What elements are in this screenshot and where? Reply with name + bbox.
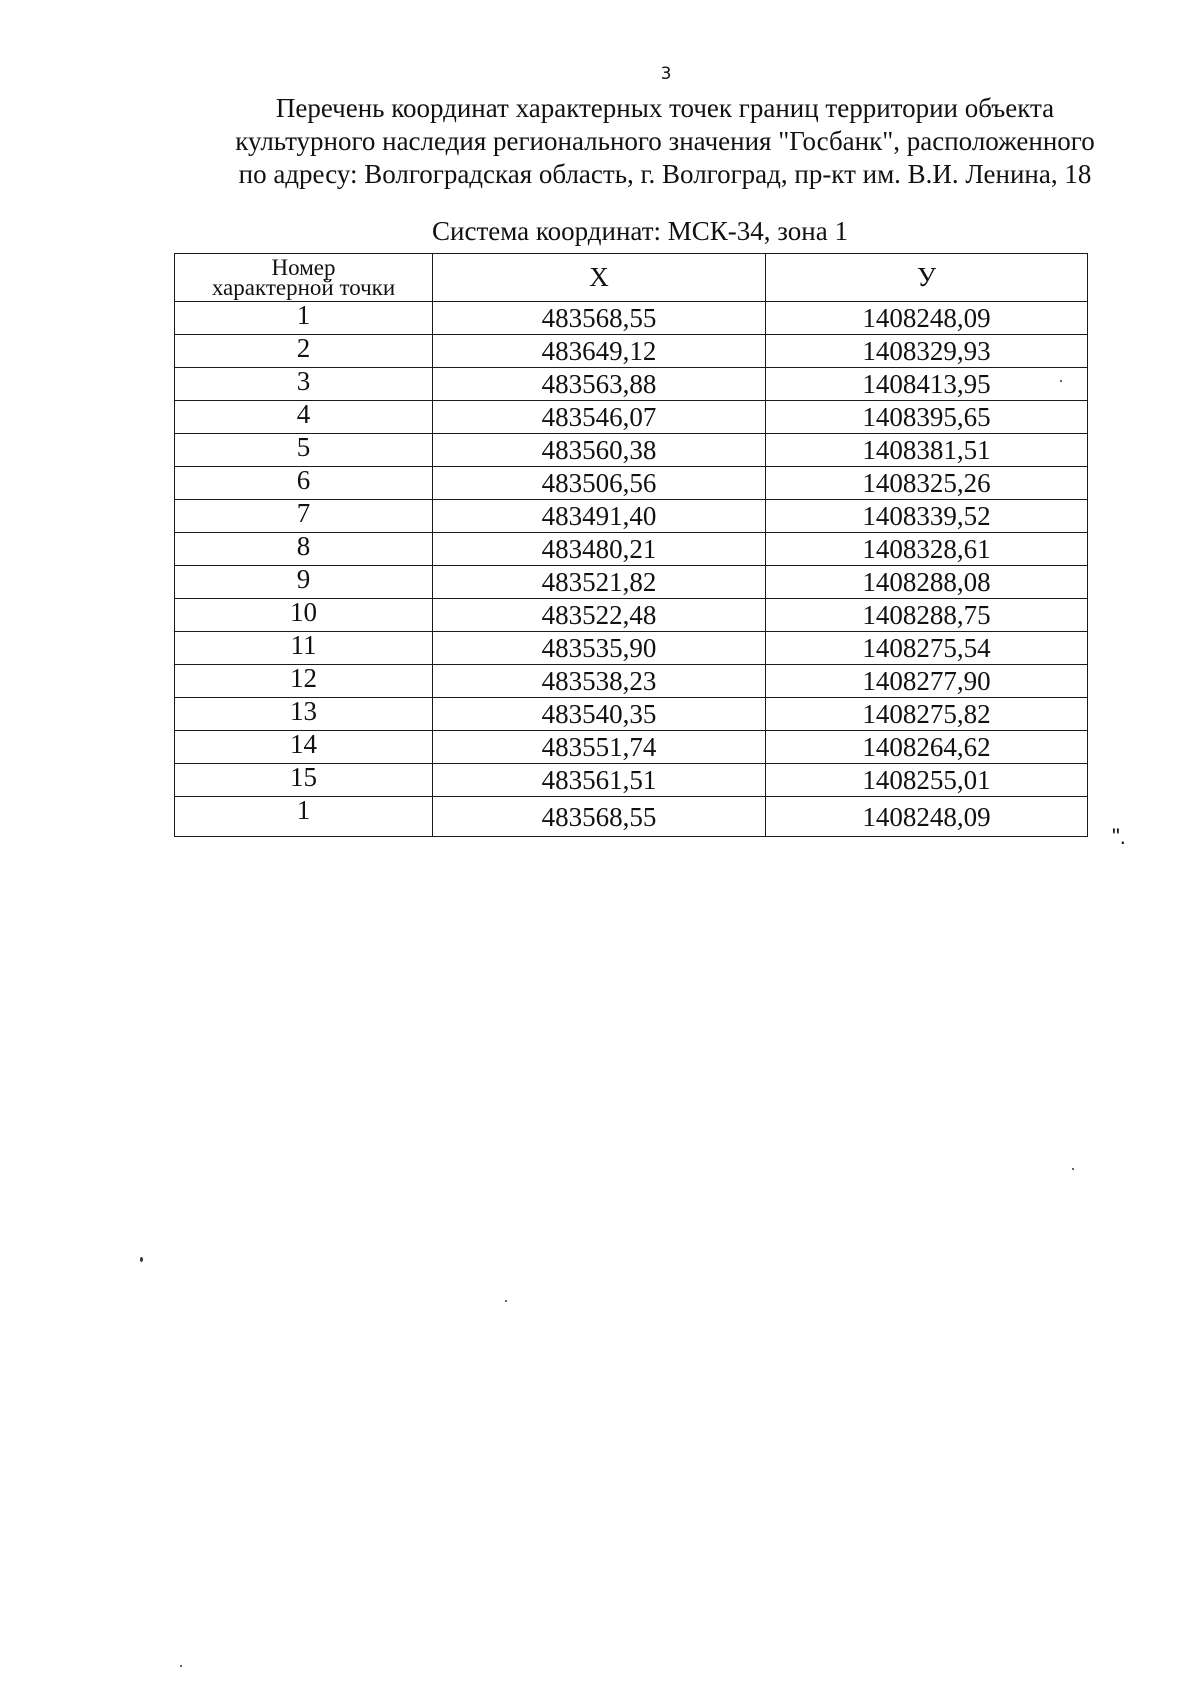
x-coordinate-cell: 483538,23 <box>433 665 766 698</box>
document-heading <box>175 92 1155 191</box>
x-coordinate-cell: 483540,35 <box>433 698 766 731</box>
x-coordinate-cell: 483563,88 <box>433 368 766 401</box>
table-row <box>175 698 1088 731</box>
table-row <box>175 566 1088 599</box>
x-coordinate-cell: 483551,74 <box>433 731 766 764</box>
y-coordinate-cell: 1408248,09 <box>766 797 1088 837</box>
point-number-cell: 6 <box>175 467 433 500</box>
point-number-cell: 8 <box>175 533 433 566</box>
y-coordinate-cell: 1408275,82 <box>766 698 1088 731</box>
point-number-cell: 9 <box>175 566 433 599</box>
y-coordinate-cell: 1408329,93 <box>766 335 1088 368</box>
table-row <box>175 797 1088 837</box>
point-number-cell: 7 <box>175 500 433 533</box>
table-row <box>175 368 1088 401</box>
y-coordinate-cell: 1408328,61 <box>766 533 1088 566</box>
x-coordinate-cell: 483649,12 <box>433 335 766 368</box>
y-coordinate-cell: 1408325,26 <box>766 467 1088 500</box>
point-number-cell: 14 <box>175 731 433 764</box>
scan-speck <box>505 1300 507 1302</box>
coordinate-system-caption: Система координат: МСК-34, зона 1 <box>432 216 848 246</box>
point-number-cell: 4 <box>175 401 433 434</box>
x-coordinate-cell: 483546,07 <box>433 401 766 434</box>
y-coordinate-cell: 1408413,95 <box>766 368 1088 401</box>
table-row <box>175 500 1088 533</box>
header-point-number <box>175 254 433 302</box>
y-coordinate-cell: 1408288,75 <box>766 599 1088 632</box>
x-coordinate-cell: 483535,90 <box>433 632 766 665</box>
scan-speck <box>140 1257 143 1262</box>
table-header-row <box>175 254 1088 302</box>
point-number-cell: 3 <box>175 368 433 401</box>
table-row <box>175 632 1088 665</box>
y-coordinate-cell: 1408395,65 <box>766 401 1088 434</box>
x-coordinate-cell: 483568,55 <box>433 302 766 335</box>
x-coordinate-cell: 483560,38 <box>433 434 766 467</box>
y-coordinate-cell: 1408248,09 <box>766 302 1088 335</box>
coordinates-table <box>174 253 1088 837</box>
y-coordinate-cell: 1408275,54 <box>766 632 1088 665</box>
closing-quote-mark: ". <box>1112 824 1126 849</box>
scan-speck <box>1072 1168 1074 1170</box>
page-number: 3 <box>660 64 672 84</box>
y-coordinate-cell: 1408288,08 <box>766 566 1088 599</box>
table-row <box>175 335 1088 368</box>
point-number-cell: 2 <box>175 335 433 368</box>
table-row <box>175 401 1088 434</box>
x-coordinate-cell: 483522,48 <box>433 599 766 632</box>
point-number-cell: 5 <box>175 434 433 467</box>
table-row <box>175 434 1088 467</box>
table-row <box>175 302 1088 335</box>
table-body <box>175 302 1088 837</box>
x-coordinate-cell: 483568,55 <box>433 797 766 837</box>
table-row <box>175 599 1088 632</box>
x-coordinate-cell: 483506,56 <box>433 467 766 500</box>
table-row <box>175 665 1088 698</box>
scan-speck <box>180 1665 182 1667</box>
table-row <box>175 467 1088 500</box>
point-number-cell: 12 <box>175 665 433 698</box>
header-point-line2: характерной точки <box>211 274 396 300</box>
point-number-cell: 1 <box>175 302 433 335</box>
table-row <box>175 764 1088 797</box>
heading-line-3: по адресу: Волгоградская область, г. Волгоград, пр-кт им. В.И. Ленина, 18 <box>238 159 1092 189</box>
header-point-line1: Номер <box>271 254 336 280</box>
scan-speck <box>1060 380 1062 382</box>
heading-line-2: культурного наследия регионального значения "Госбанк", расположенного <box>235 126 1095 156</box>
header-x: X <box>433 254 766 302</box>
y-coordinate-cell: 1408339,52 <box>766 500 1088 533</box>
table-row <box>175 731 1088 764</box>
y-coordinate-cell: 1408264,62 <box>766 731 1088 764</box>
x-coordinate-cell: 483561,51 <box>433 764 766 797</box>
heading-line-1: Перечень координат характерных точек границ территории объекта <box>275 93 1055 123</box>
point-number-cell: 15 <box>175 764 433 797</box>
header-y: У <box>766 254 1088 302</box>
y-coordinate-cell: 1408277,90 <box>766 665 1088 698</box>
table-row <box>175 533 1088 566</box>
x-coordinate-cell: 483521,82 <box>433 566 766 599</box>
point-number-cell: 11 <box>175 632 433 665</box>
point-number-cell: 1 <box>175 797 433 837</box>
y-coordinate-cell: 1408255,01 <box>766 764 1088 797</box>
point-number-cell: 10 <box>175 599 433 632</box>
point-number-cell: 13 <box>175 698 433 731</box>
y-coordinate-cell: 1408381,51 <box>766 434 1088 467</box>
x-coordinate-cell: 483480,21 <box>433 533 766 566</box>
x-coordinate-cell: 483491,40 <box>433 500 766 533</box>
